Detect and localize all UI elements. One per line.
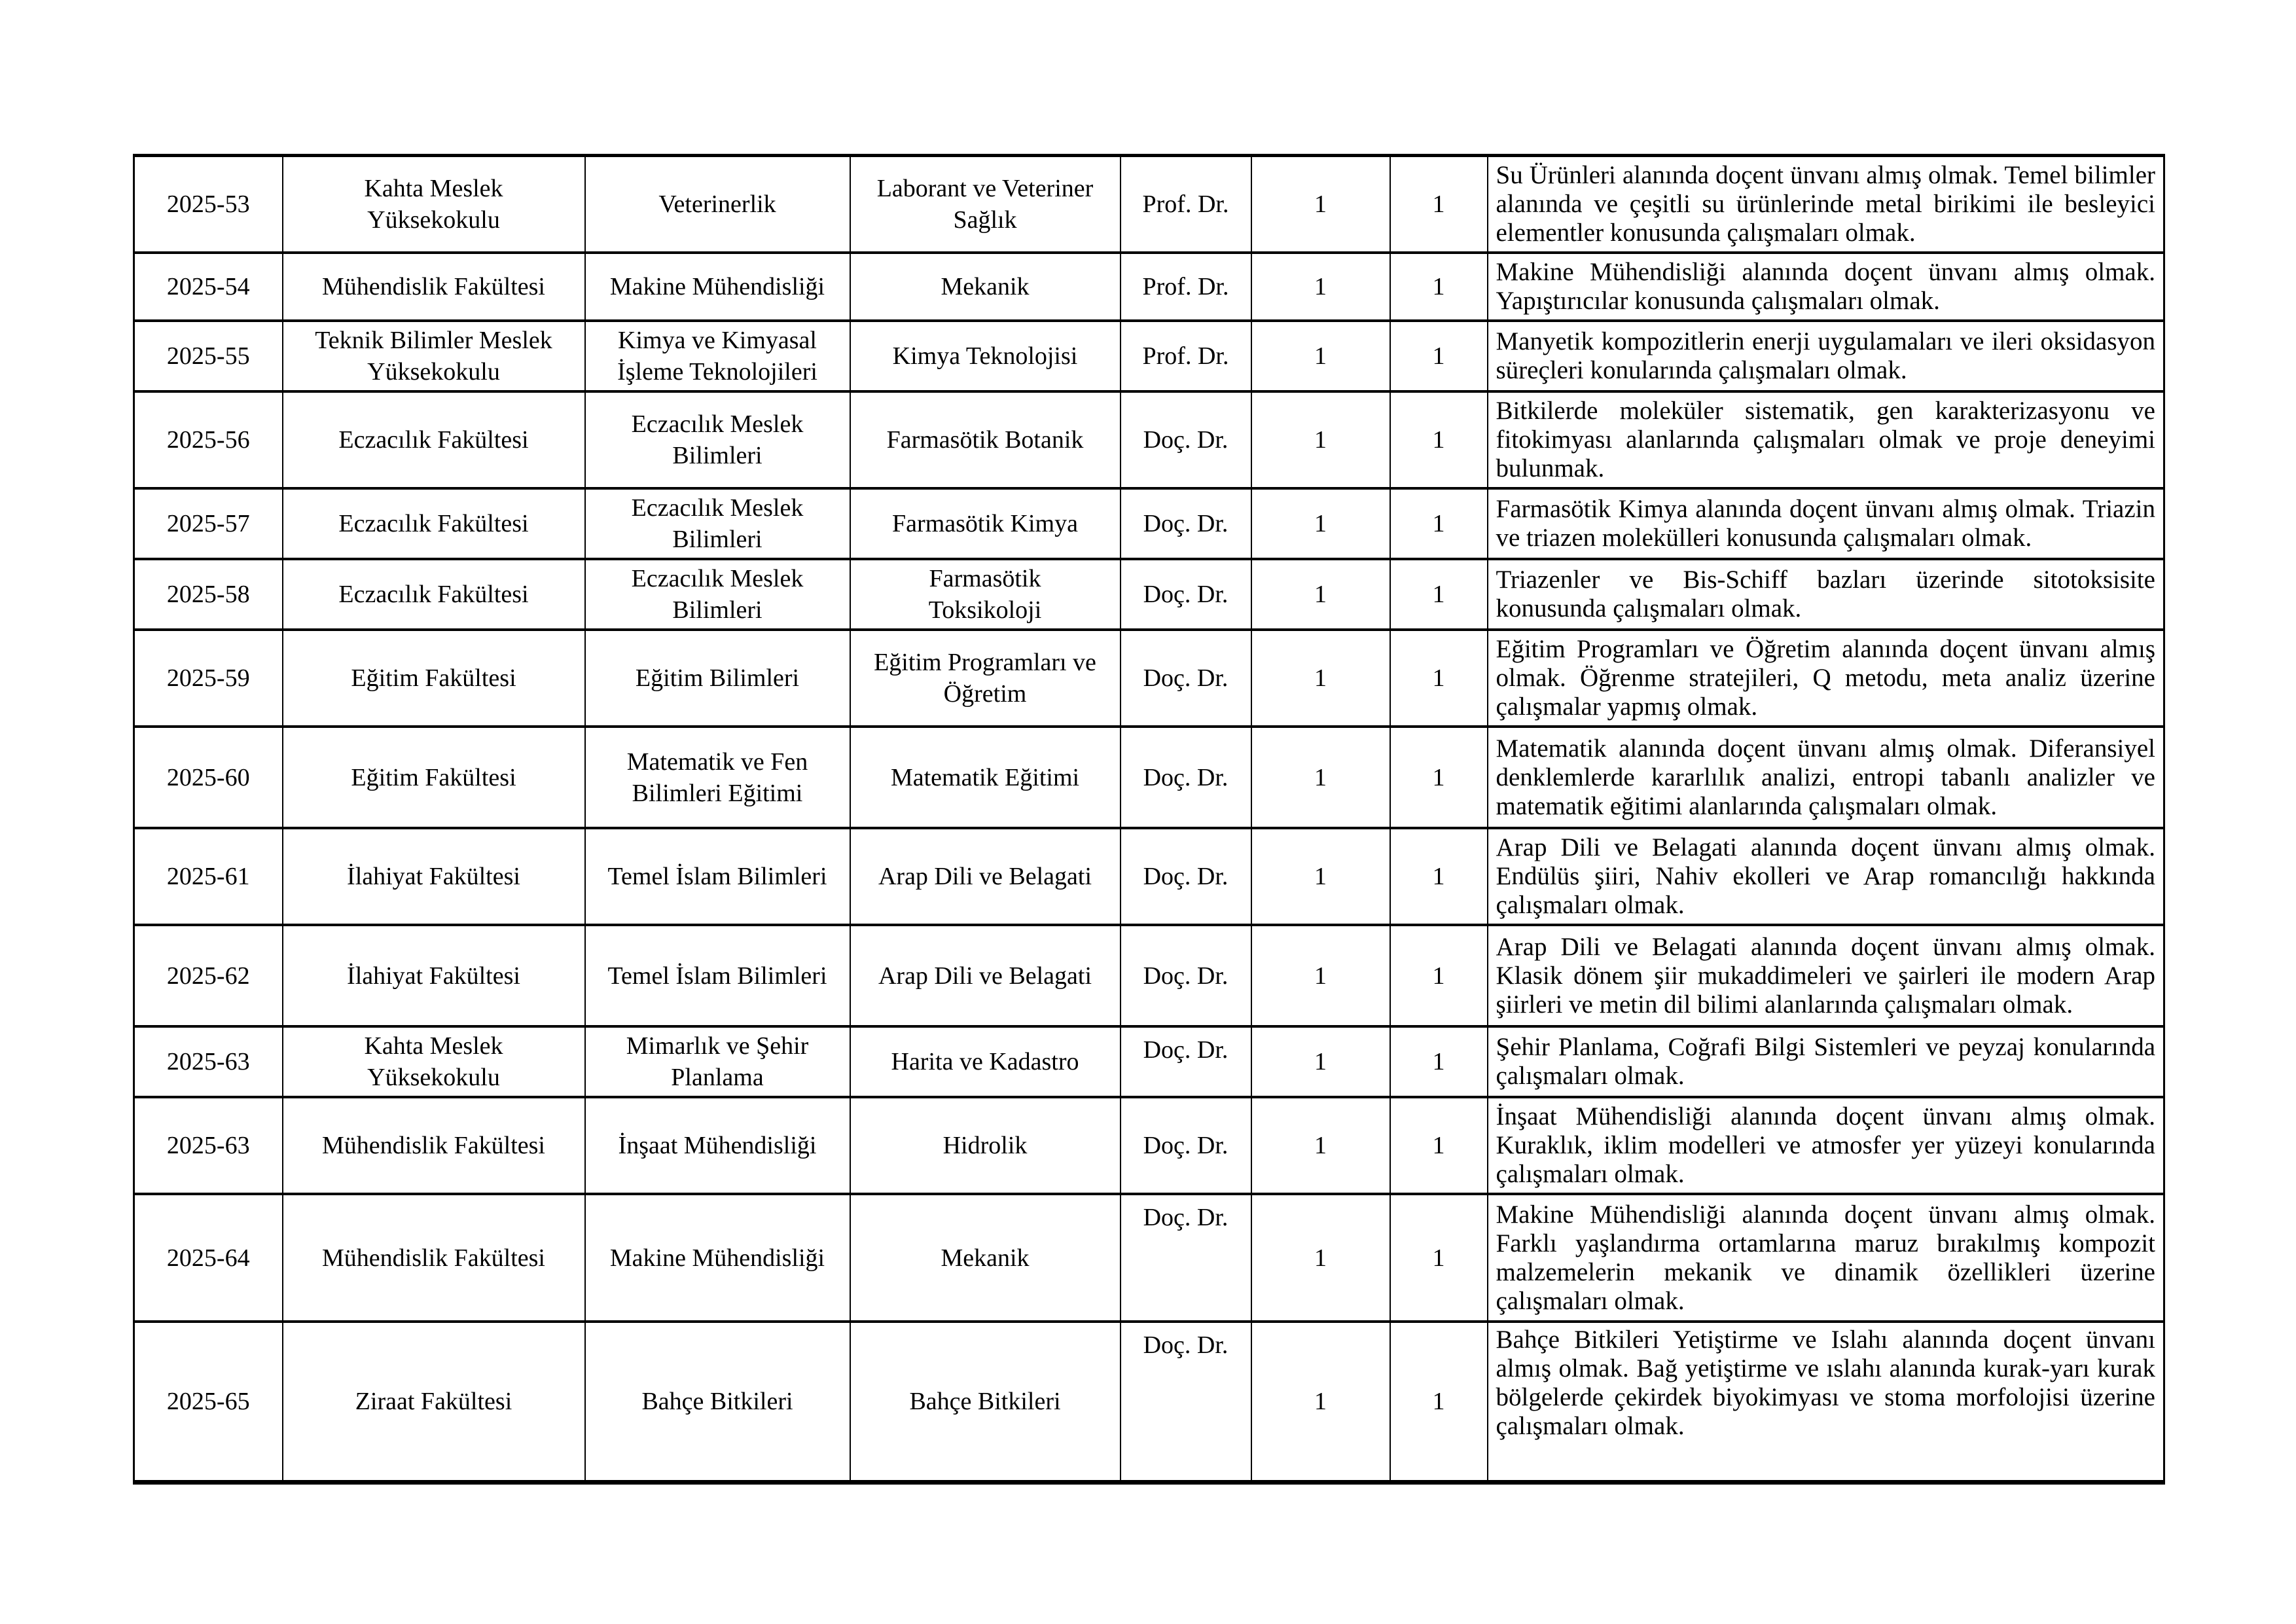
cell-title: Doç. Dr. xyxy=(1121,727,1251,828)
cell-announcement-no: 2025-64 xyxy=(134,1194,283,1322)
cell-count-2: 1 xyxy=(1390,321,1488,391)
cell-program: Bahçe Bitkileri xyxy=(850,1322,1121,1482)
cell-faculty: Teknik Bilimler Meslek Yüksekokulu xyxy=(283,321,585,391)
cell-count-2: 1 xyxy=(1390,1322,1488,1482)
cell-faculty: Ziraat Fakültesi xyxy=(283,1322,585,1482)
cell-count-1: 1 xyxy=(1251,1322,1390,1482)
cell-title: Prof. Dr. xyxy=(1121,156,1251,253)
cell-program: Mekanik xyxy=(850,1194,1121,1322)
cell-faculty: İlahiyat Fakültesi xyxy=(283,925,585,1026)
cell-program: Laborant ve Veteriner Sağlık xyxy=(850,156,1121,253)
cell-title: Doç. Dr. xyxy=(1121,925,1251,1026)
cell-department: Temel İslam Bilimleri xyxy=(585,828,850,925)
cell-program: Farmasötik Kimya xyxy=(850,488,1121,559)
cell-department: Kimya ve Kimyasal İşleme Teknolojileri xyxy=(585,321,850,391)
cell-faculty: Eczacılık Fakültesi xyxy=(283,488,585,559)
cell-department: Eczacılık Meslek Bilimleri xyxy=(585,559,850,630)
cell-requirements: Eğitim Programları ve Öğretim alanında doçent ünvanı almış olmak. Öğrenme stratejileri, Q metodu, meta analiz üzerine çalışmalar yapmış olmak. xyxy=(1488,630,2164,727)
table-row xyxy=(134,1097,2164,1194)
cell-count-1: 1 xyxy=(1251,321,1390,391)
cell-program: Farmasötik Toksikoloji xyxy=(850,559,1121,630)
cell-announcement-no: 2025-59 xyxy=(134,630,283,727)
cell-department: İnşaat Mühendisliği xyxy=(585,1097,850,1194)
cell-announcement-no: 2025-58 xyxy=(134,559,283,630)
cell-department: Mimarlık ve Şehir Planlama xyxy=(585,1026,850,1097)
cell-count-2: 1 xyxy=(1390,828,1488,925)
cell-program: Arap Dili ve Belagati xyxy=(850,828,1121,925)
cell-faculty: Mühendislik Fakültesi xyxy=(283,253,585,321)
cell-department: Eğitim Bilimleri xyxy=(585,630,850,727)
cell-title: Doç. Dr. xyxy=(1121,559,1251,630)
cell-faculty: Eğitim Fakültesi xyxy=(283,727,585,828)
cell-count-1: 1 xyxy=(1251,925,1390,1026)
cell-requirements: Makine Mühendisliği alanında doçent ünvanı almış olmak. Farklı yaşlandırma ortamlarına maruz bırakılmış kompozit malzemelerin mekanik ve dinamik özellikleri üzerine çalışmaları olmak. xyxy=(1488,1194,2164,1322)
cell-program: Harita ve Kadastro xyxy=(850,1026,1121,1097)
cell-title: Doç. Dr. xyxy=(1121,488,1251,559)
academic-positions-table xyxy=(133,154,2165,1485)
cell-title: Doç. Dr. xyxy=(1121,828,1251,925)
cell-count-2: 1 xyxy=(1390,630,1488,727)
table-row xyxy=(134,1026,2164,1097)
table-row xyxy=(134,488,2164,559)
cell-count-2: 1 xyxy=(1390,488,1488,559)
cell-announcement-no: 2025-63 xyxy=(134,1097,283,1194)
cell-department: Veterinerlik xyxy=(585,156,850,253)
cell-faculty: Eczacılık Fakültesi xyxy=(283,391,585,488)
table-row xyxy=(134,559,2164,630)
cell-department: Makine Mühendisliği xyxy=(585,1194,850,1322)
cell-announcement-no: 2025-65 xyxy=(134,1322,283,1482)
cell-count-2: 1 xyxy=(1390,727,1488,828)
cell-program: Arap Dili ve Belagati xyxy=(850,925,1121,1026)
cell-requirements: Bahçe Bitkileri Yetiştirme ve Islahı alanında doçent ünvanı almış olmak. Bağ yetiştirme ve ıslahı alanında kurak-yarı kurak bölgelerde çekirdek biyokimyası ve stoma morfolojisi üzerine çalışmaları olmak. xyxy=(1488,1322,2164,1482)
cell-count-1: 1 xyxy=(1251,156,1390,253)
cell-announcement-no: 2025-54 xyxy=(134,253,283,321)
cell-count-2: 1 xyxy=(1390,391,1488,488)
cell-announcement-no: 2025-62 xyxy=(134,925,283,1026)
cell-requirements: Şehir Planlama, Coğrafi Bilgi Sistemleri ve peyzaj konularında çalışmaları olmak. xyxy=(1488,1026,2164,1097)
cell-count-1: 1 xyxy=(1251,488,1390,559)
cell-requirements: Arap Dili ve Belagati alanında doçent ünvanı almış olmak. Endülüs şiiri, Nahiv ekolleri ve Arap romancılığı hakkında çalışmaları olmak. xyxy=(1488,828,2164,925)
cell-count-2: 1 xyxy=(1390,559,1488,630)
cell-faculty: Eğitim Fakültesi xyxy=(283,630,585,727)
cell-requirements: Manyetik kompozitlerin enerji uygulamaları ve ileri oksidasyon süreçleri konularında çalışmaları olmak. xyxy=(1488,321,2164,391)
table-body xyxy=(134,156,2164,1483)
cell-program: Eğitim Programları ve Öğretim xyxy=(850,630,1121,727)
cell-requirements: Matematik alanında doçent ünvanı almış olmak. Diferansiyel denklemlerde kararlılık analizi, entropi tabanlı analizler ve matematik eğitimi alanlarında çalışmaları olmak. xyxy=(1488,727,2164,828)
cell-announcement-no: 2025-53 xyxy=(134,156,283,253)
table-row xyxy=(134,630,2164,727)
cell-count-1: 1 xyxy=(1251,253,1390,321)
cell-count-1: 1 xyxy=(1251,391,1390,488)
cell-title: Doç. Dr. xyxy=(1121,630,1251,727)
cell-program: Kimya Teknolojisi xyxy=(850,321,1121,391)
cell-count-2: 1 xyxy=(1390,156,1488,253)
cell-requirements: Farmasötik Kimya alanında doçent ünvanı almış olmak. Triazin ve triazen molekülleri konusunda çalışmaları olmak. xyxy=(1488,488,2164,559)
cell-title: Doç. Dr. xyxy=(1121,1097,1251,1194)
cell-department: Eczacılık Meslek Bilimleri xyxy=(585,488,850,559)
cell-announcement-no: 2025-57 xyxy=(134,488,283,559)
cell-announcement-no: 2025-61 xyxy=(134,828,283,925)
table-row xyxy=(134,925,2164,1026)
cell-faculty: Kahta Meslek Yüksekokulu xyxy=(283,1026,585,1097)
cell-program: Matematik Eğitimi xyxy=(850,727,1121,828)
cell-count-1: 1 xyxy=(1251,1097,1390,1194)
cell-announcement-no: 2025-60 xyxy=(134,727,283,828)
cell-count-1: 1 xyxy=(1251,1026,1390,1097)
table-row xyxy=(134,828,2164,925)
table-row xyxy=(134,156,2164,253)
cell-faculty: Mühendislik Fakültesi xyxy=(283,1194,585,1322)
cell-announcement-no: 2025-56 xyxy=(134,391,283,488)
cell-announcement-no: 2025-55 xyxy=(134,321,283,391)
cell-requirements: Bitkilerde moleküler sistematik, gen karakterizasyonu ve fitokimyası alanlarında çalışmaları olmak ve proje deneyimi bulunmak. xyxy=(1488,391,2164,488)
cell-faculty: İlahiyat Fakültesi xyxy=(283,828,585,925)
cell-requirements: Arap Dili ve Belagati alanında doçent ünvanı almış olmak. Klasik dönem şiir mukaddimeleri ve şairleri ile modern Arap şiirleri ve metin dil bilimi alanlarında çalışmaları olmak. xyxy=(1488,925,2164,1026)
table-row xyxy=(134,1194,2164,1322)
table-row xyxy=(134,391,2164,488)
cell-count-2: 1 xyxy=(1390,1097,1488,1194)
cell-requirements: Makine Mühendisliği alanında doçent ünvanı almış olmak. Yapıştırıcılar konusunda çalışmaları olmak. xyxy=(1488,253,2164,321)
cell-requirements: İnşaat Mühendisliği alanında doçent ünvanı almış olmak. Kuraklık, iklim modelleri ve atmosfer yer yüzeyi konularında çalışmaları olmak. xyxy=(1488,1097,2164,1194)
cell-department: Bahçe Bitkileri xyxy=(585,1322,850,1482)
table-row xyxy=(134,727,2164,828)
cell-faculty: Mühendislik Fakültesi xyxy=(283,1097,585,1194)
cell-title: Prof. Dr. xyxy=(1121,253,1251,321)
cell-count-1: 1 xyxy=(1251,630,1390,727)
cell-program: Farmasötik Botanik xyxy=(850,391,1121,488)
cell-count-1: 1 xyxy=(1251,1194,1390,1322)
cell-title: Doç. Dr. xyxy=(1121,1322,1251,1482)
cell-title: Prof. Dr. xyxy=(1121,321,1251,391)
cell-faculty: Eczacılık Fakültesi xyxy=(283,559,585,630)
cell-department: Makine Mühendisliği xyxy=(585,253,850,321)
table-row xyxy=(134,321,2164,391)
cell-requirements: Triazenler ve Bis-Schiff bazları üzerinde sitotoksisite konusunda çalışmaları olmak. xyxy=(1488,559,2164,630)
cell-title: Doç. Dr. xyxy=(1121,391,1251,488)
cell-program: Mekanik xyxy=(850,253,1121,321)
cell-department: Eczacılık Meslek Bilimleri xyxy=(585,391,850,488)
cell-count-2: 1 xyxy=(1390,1026,1488,1097)
cell-faculty: Kahta Meslek Yüksekokulu xyxy=(283,156,585,253)
cell-count-1: 1 xyxy=(1251,828,1390,925)
cell-department: Temel İslam Bilimleri xyxy=(585,925,850,1026)
cell-count-1: 1 xyxy=(1251,559,1390,630)
cell-count-2: 1 xyxy=(1390,253,1488,321)
cell-announcement-no: 2025-63 xyxy=(134,1026,283,1097)
cell-title: Doç. Dr. xyxy=(1121,1026,1251,1097)
cell-count-1: 1 xyxy=(1251,727,1390,828)
cell-title: Doç. Dr. xyxy=(1121,1194,1251,1322)
cell-count-2: 1 xyxy=(1390,925,1488,1026)
table-row xyxy=(134,1322,2164,1482)
table-row xyxy=(134,253,2164,321)
cell-department: Matematik ve Fen Bilimleri Eğitimi xyxy=(585,727,850,828)
cell-program: Hidrolik xyxy=(850,1097,1121,1194)
cell-count-2: 1 xyxy=(1390,1194,1488,1322)
cell-requirements: Su Ürünleri alanında doçent ünvanı almış olmak. Temel bilimler alanında ve çeşitli su ürünlerinde metal birikimi ile besleyici elementler konusunda çalışmaları olmak. xyxy=(1488,156,2164,253)
